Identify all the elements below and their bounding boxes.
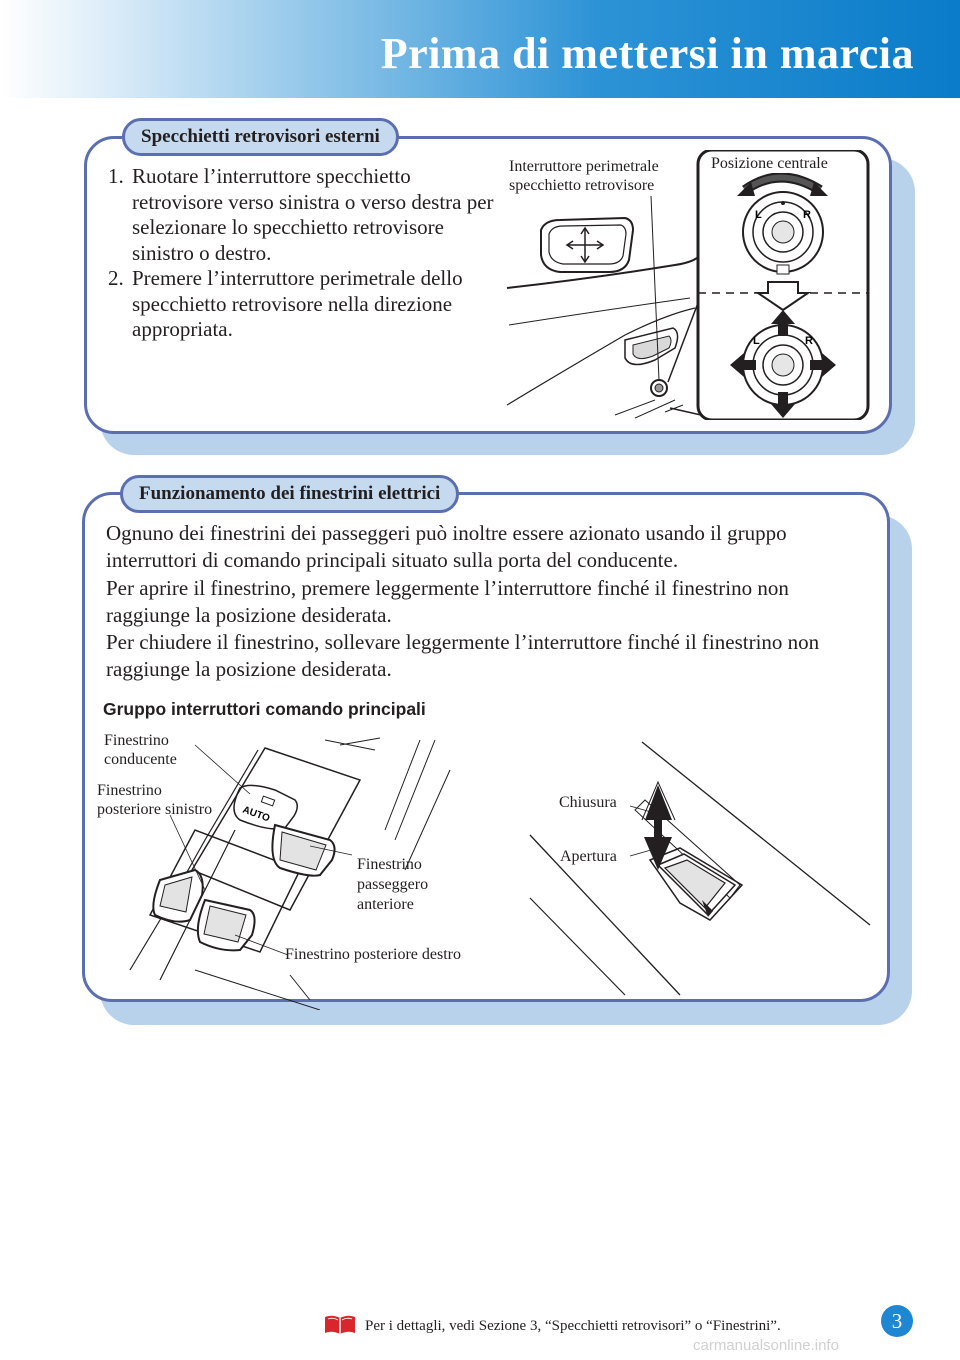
watermark-text: carmanualsonline.info bbox=[693, 1337, 839, 1354]
mirrors-section-tab: Specchietti retrovisori esterni bbox=[122, 118, 399, 156]
windows-section-tab: Funzionamento dei finestrini elettrici bbox=[120, 475, 459, 513]
label-driver-line2: conducente bbox=[104, 751, 177, 768]
label-rear-left-line2: posteriore sinistro bbox=[97, 801, 213, 818]
label-front-passenger-line2: passeggero bbox=[357, 876, 429, 893]
label-close: Chiusura bbox=[559, 794, 617, 811]
window-switch-illustration bbox=[90, 720, 880, 1010]
page-header bbox=[0, 0, 960, 98]
auto-text: AUTO bbox=[240, 804, 272, 825]
switch-group-title: Gruppo interruttori comando principali bbox=[103, 699, 426, 719]
description-line: Per chiudere il finestrino, sollevare leggermente l’interruttore finché il finestrino non raggiunge la posizione desiderata. bbox=[106, 630, 820, 682]
step-item bbox=[108, 164, 498, 266]
label-rear-right: Finestrino posteriore destro bbox=[285, 946, 461, 963]
mirror-switch-illustration bbox=[505, 150, 872, 420]
step-item bbox=[108, 266, 498, 343]
step-text: Ruotare l’interruttore specchietto retrovisore verso sinistra o verso destra per selezionare lo specchietto retrovisore sinistro o destro. bbox=[132, 164, 494, 265]
label-rear-left-line1: Finestrino bbox=[97, 782, 162, 799]
window-switch-drawing bbox=[90, 720, 880, 1010]
mirrors-steps bbox=[108, 164, 498, 343]
windows-description bbox=[106, 520, 866, 684]
step-text: Premere l’interruttore perimetrale dello specchietto retrovisore nella direzione appropriata. bbox=[132, 266, 463, 341]
page-title: Prima di mettersi in marcia bbox=[380, 29, 914, 78]
knob-left-letter-2: L bbox=[753, 335, 760, 347]
step-number: 1. bbox=[108, 164, 124, 188]
description-line: Ognuno dei finestrini dei passeggeri può inoltre essere azionato usando il gruppo interruttori di comando principali situato sulla porta del conducente. bbox=[106, 521, 787, 573]
description-line: Per aprire il finestrino, premere leggermente l’interruttore finché il finestrino non raggiunge la posizione desiderata. bbox=[106, 575, 789, 627]
label-driver-line1: Finestrino bbox=[104, 732, 169, 749]
label-switch-line1: Interruttore perimetrale bbox=[509, 158, 659, 175]
knob-right-letter-2: R bbox=[805, 335, 813, 347]
page-number-badge: 3 bbox=[881, 1305, 913, 1337]
knob-right-letter: R bbox=[803, 209, 811, 221]
label-front-passenger-line3: anteriore bbox=[357, 896, 414, 913]
step-number: 2. bbox=[108, 266, 124, 290]
label-switch-line2: specchietto retrovisore bbox=[509, 177, 655, 194]
label-center-position: Posizione centrale bbox=[711, 155, 828, 172]
label-open: Apertura bbox=[560, 848, 617, 865]
book-icon bbox=[323, 1313, 357, 1335]
footer-reference-note: Per i dettagli, vedi Sezione 3, “Specchietti retrovisori” o “Finestrini”. bbox=[365, 1318, 781, 1334]
label-front-passenger-line1: Finestrino bbox=[357, 856, 422, 873]
knob-left-letter: L bbox=[755, 209, 762, 221]
